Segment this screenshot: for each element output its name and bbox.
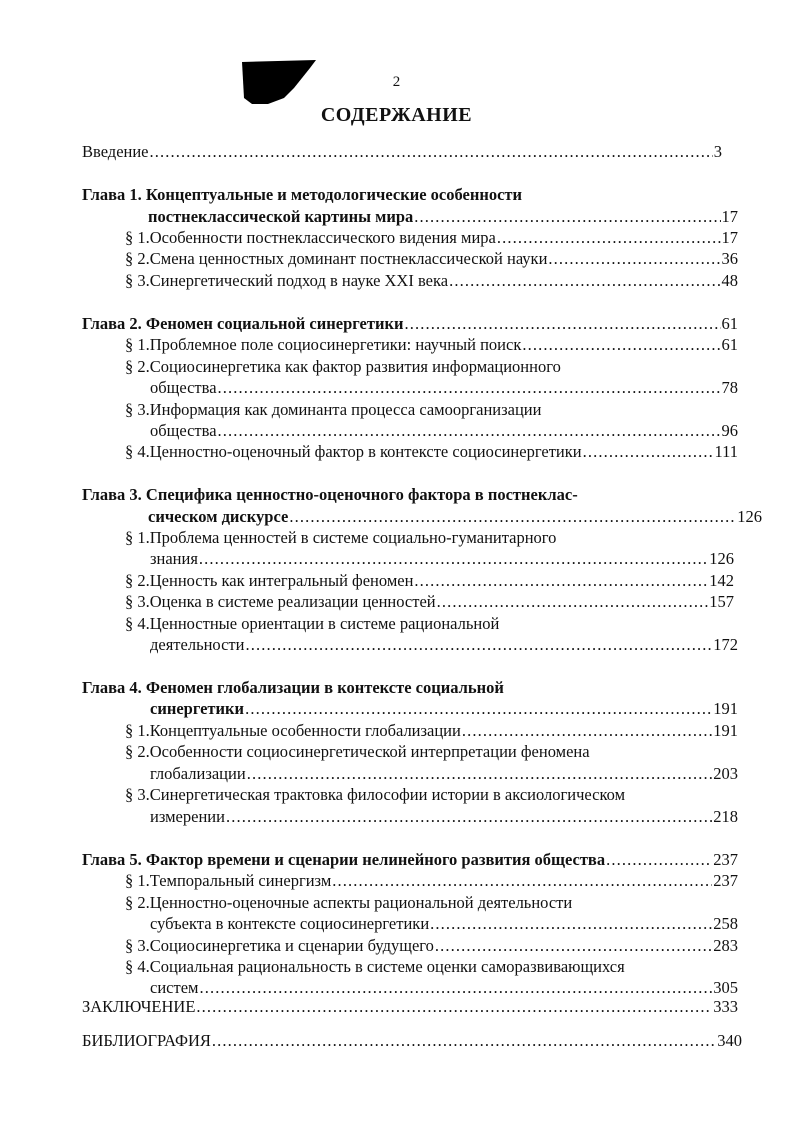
leader-dots — [332, 870, 712, 892]
toc-label: ЗАКЛЮЧЕНИЕ — [82, 997, 196, 1016]
leader-dots — [435, 935, 712, 957]
chapter-title-cont: синергетики — [150, 699, 245, 718]
toc-entry-section-cont: измерении . . . 218 — [150, 806, 738, 828]
chapter-title: Глава 1. Концептуальные и методологические особенности — [82, 185, 523, 204]
leader-dots — [226, 806, 712, 828]
toc-page: 305 — [713, 978, 738, 997]
toc-entry-section-cont: глобализации . . . 203 — [150, 763, 738, 785]
toc-entry-section: § 4.Ценностно-оценочный фактор в контексте социосинергетики . . . 111 — [125, 441, 738, 463]
leader-dots — [289, 506, 736, 528]
toc-entry-section-cont: общества . . . 78 — [150, 377, 738, 399]
toc-entry-section-cont: систем . . . 305 — [150, 977, 738, 999]
toc-page: 48 — [721, 271, 738, 290]
toc-entry-section: § 3.Информация как доминанта процесса самоорганизации — [125, 400, 542, 419]
leader-dots — [404, 313, 720, 335]
toc-page: 17 — [721, 207, 738, 226]
toc-page: 61 — [721, 335, 738, 354]
toc-entry-chapter-4 — [150, 698, 738, 720]
leader-dots — [430, 913, 712, 935]
toc-page: 3 — [713, 142, 722, 161]
toc-page: 157 — [709, 592, 734, 611]
toc-entry-section: § 2.Ценностно-оценочные аспекты рациональной деятельности — [125, 893, 573, 912]
leader-dots — [606, 849, 712, 871]
toc-entry-section: § 2.Ценность как интегральный феномен . . . 142 — [125, 570, 734, 592]
leader-dots — [522, 334, 720, 356]
leader-dots — [218, 420, 721, 442]
toc-entry-section: § 3.Синергетический подход в науке XXI века . . . 48 — [125, 270, 738, 292]
toc-page: 333 — [713, 997, 738, 1016]
leader-dots — [583, 441, 714, 463]
toc-entry-section: § 1.Проблема ценностей в системе социально-гуманитарного — [125, 528, 557, 547]
leader-dots — [414, 570, 708, 592]
toc-entry-section-cont: деятельности . . . 172 — [150, 634, 738, 656]
toc-entry-section-cont: общества . . . 96 — [150, 420, 738, 442]
toc-page: 96 — [721, 421, 738, 440]
toc-page: 172 — [713, 635, 738, 654]
toc-page: 126 — [709, 549, 734, 568]
toc-page: 191 — [713, 721, 738, 740]
chapter-title-cont: сическом дискурсе — [148, 507, 289, 526]
toc-entry-intro — [82, 141, 722, 163]
toc-page: 36 — [721, 249, 738, 268]
toc-label: БИБЛИОГРАФИЯ — [82, 1031, 211, 1050]
leader-dots — [150, 141, 713, 163]
toc-entry-section: § 1.Особенности постнеклассического видения мира . . . 17 — [125, 227, 738, 249]
leader-dots — [548, 248, 720, 270]
leader-dots — [218, 377, 721, 399]
toc-page: 340 — [717, 1031, 742, 1050]
leader-dots — [196, 996, 712, 1018]
toc-entry-section: § 3.Социосинергетика и сценарии будущего . . . 283 — [125, 935, 738, 957]
toc-entry-chapter-1 — [148, 206, 738, 228]
toc-page: 78 — [721, 378, 738, 397]
chapter-title: Глава 4. Феномен глобализации в контексте социальной — [82, 678, 504, 697]
toc-page: 61 — [721, 314, 738, 333]
toc-page: 191 — [713, 699, 738, 718]
toc-entry-section: § 4.Ценностные ориентации в системе рациональной — [125, 614, 500, 633]
toc-page: 258 — [713, 914, 738, 933]
chapter-title-cont: постнеклассической картины мира — [148, 207, 414, 226]
toc-page: 283 — [713, 936, 738, 955]
leader-dots — [414, 206, 720, 228]
toc-entry-section-cont: субъекта в контексте социосинергетики . . . 258 — [150, 913, 738, 935]
toc-page: 142 — [709, 571, 734, 590]
chapter-title: Глава 5. Фактор времени и сценарии нелинейного развития общества — [82, 850, 606, 869]
toc-entry-bibliography — [82, 1030, 742, 1052]
toc-entry-chapter-3 — [148, 506, 762, 528]
leader-dots — [247, 763, 713, 785]
leader-dots — [245, 698, 712, 720]
page-title: СОДЕРЖАНИЕ — [320, 104, 473, 126]
chapter-title: Глава 2. Феномен социальной синергетики — [82, 314, 404, 333]
leader-dots — [462, 720, 712, 742]
toc-entry-section: § 3.Синергетическая трактовка философии истории в аксиологическом — [125, 785, 626, 804]
leader-dots — [497, 227, 721, 249]
toc-entry-section: § 1.Темпоральный синергизм . . . 237 — [125, 870, 738, 892]
toc-entry-chapter-5 — [82, 849, 738, 871]
toc-page: 237 — [713, 871, 738, 890]
leader-dots — [245, 634, 712, 656]
toc-entry-section-cont: знания . . . 126 — [150, 548, 734, 570]
toc-page: 17 — [721, 228, 738, 247]
toc-entry-section: § 3.Оценка в системе реализации ценностей . . . 157 — [125, 591, 734, 613]
leader-dots — [437, 591, 709, 613]
toc-entry-section: § 1.Концептуальные особенности глобализации . . . 191 — [125, 720, 738, 742]
toc-page: 126 — [737, 507, 762, 526]
toc-entry-section: § 4.Социальная рациональность в системе оценки саморазвивающихся — [125, 957, 625, 976]
toc-page: 111 — [714, 442, 738, 461]
chapter-title: Глава 3. Специфика ценностно-оценочного фактора в постнеклас- — [82, 485, 578, 504]
page-number: 2 — [392, 74, 401, 90]
toc-page: 218 — [713, 807, 738, 826]
toc-entry-conclusion — [82, 996, 738, 1018]
toc-page: 237 — [713, 850, 738, 869]
leader-dots — [212, 1030, 716, 1052]
leader-dots — [199, 548, 708, 570]
leader-dots — [449, 270, 720, 292]
toc-page: 203 — [713, 764, 738, 783]
toc-entry-chapter-2 — [82, 313, 738, 335]
toc-entry-section: § 2.Особенности социосинергетической интерпретации феномена — [125, 742, 590, 761]
toc-label: Введение — [82, 142, 149, 161]
toc-entry-section: § 2.Смена ценностных доминант постнеклассической науки . . . 36 — [125, 248, 738, 270]
toc-entry-section: § 1.Проблемное поле социосинергетики: научный поиск . . . 61 — [125, 334, 738, 356]
toc-entry-section: § 2.Социосинергетика как фактор развития информационного — [125, 357, 561, 376]
